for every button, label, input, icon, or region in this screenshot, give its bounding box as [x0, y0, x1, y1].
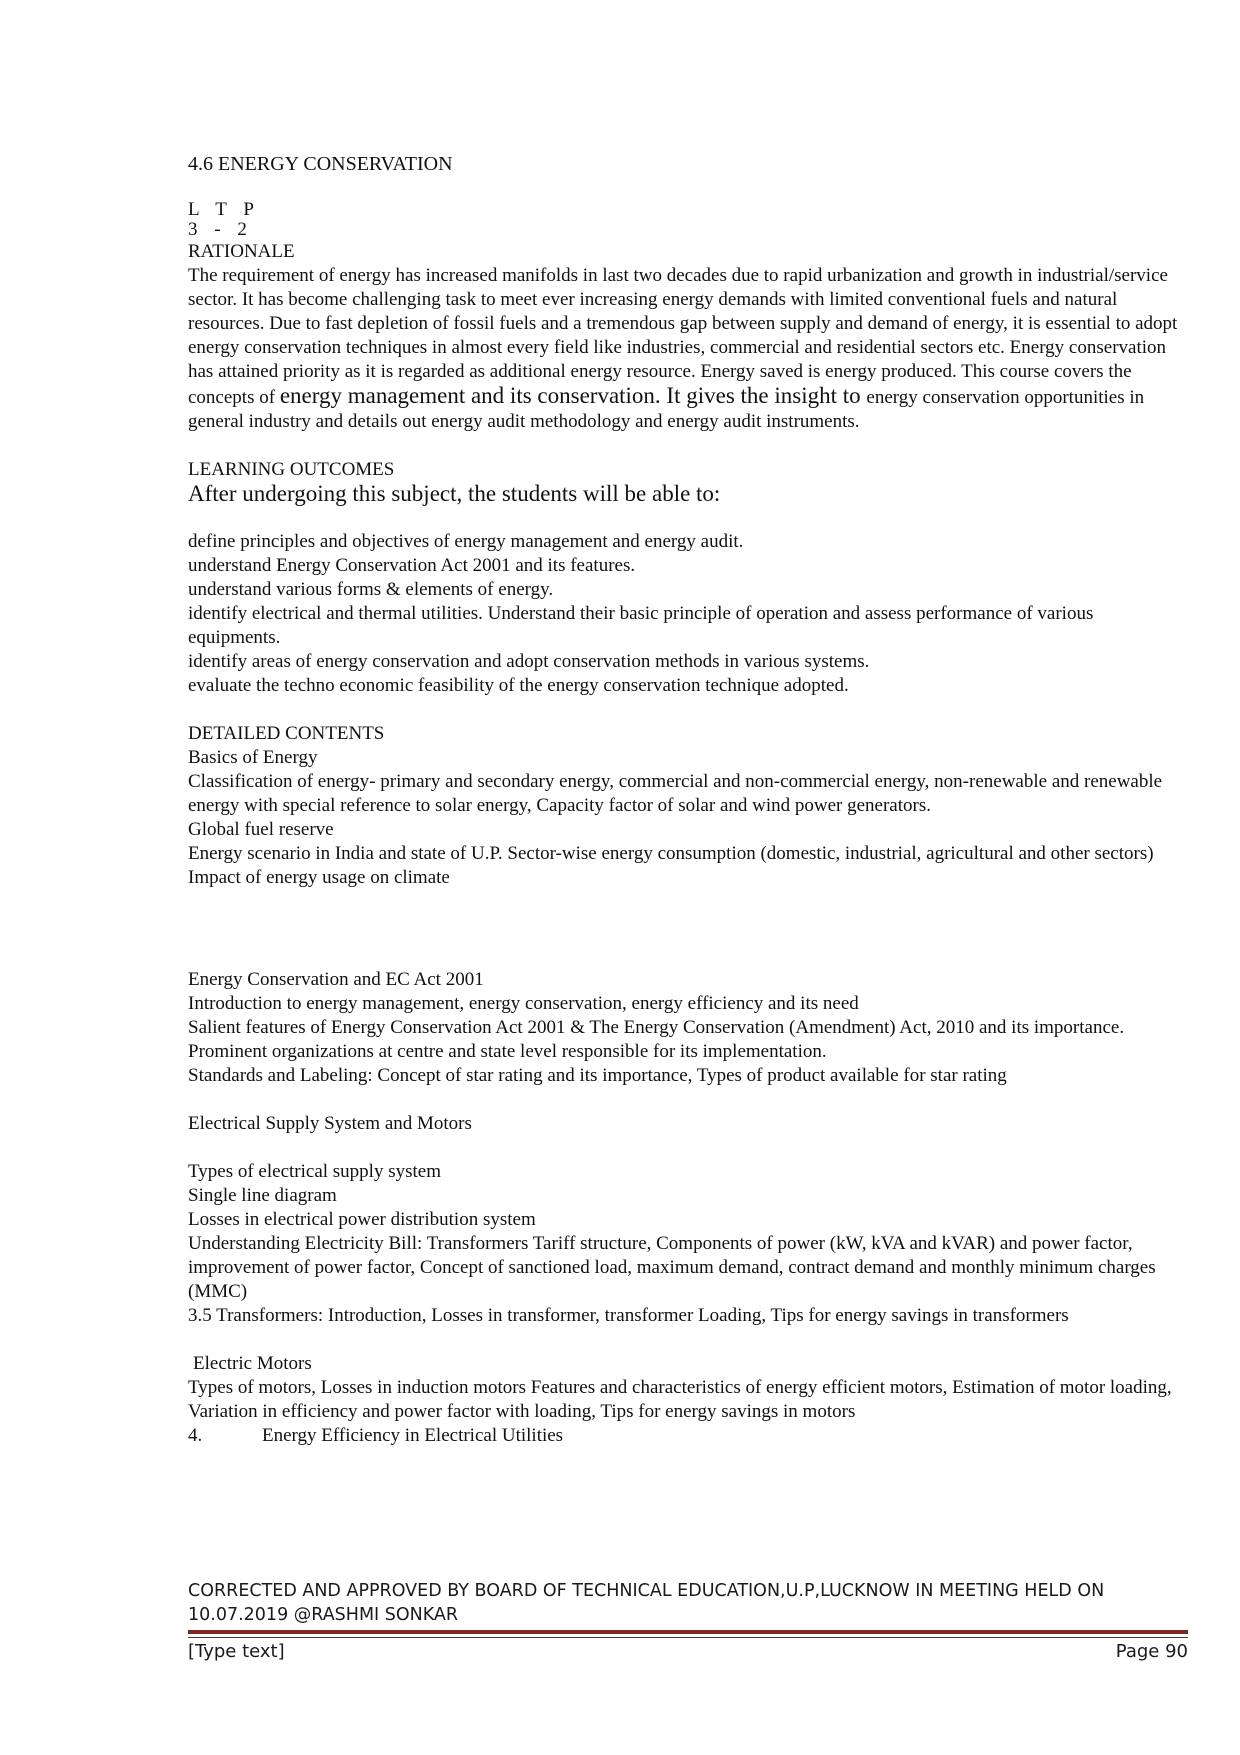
supply-line: Types of electrical supply system: [188, 1161, 441, 1182]
rationale-text-c: energy conservation opportunities in general industry and details out energy audit methodology and energy audit instruments.: [188, 387, 1145, 432]
page-number: Page 90: [1115, 1641, 1188, 1662]
rationale-paragraph: [188, 264, 1190, 434]
outcome-item: evaluate the techno economic feasibility of the energy conservation technique adopted.: [188, 675, 849, 696]
supply-line: 3.5 Transformers: Introduction, Losses in transformer, transformer Loading, Tips for energy savings in transformers: [188, 1305, 1069, 1326]
next-section-title: Energy Efficiency in Electrical Utilities: [262, 1425, 564, 1446]
outcomes-intro-small: students will be able to:: [501, 481, 721, 506]
ec-act-line: Standards and Labeling: Concept of star rating and its importance, Types of product available for star rating: [188, 1065, 1007, 1086]
section-title: 4.6 ENERGY CONSERVATION: [188, 153, 453, 175]
supply-heading: Electrical Supply System and Motors: [188, 1113, 472, 1134]
approval-note: CORRECTED AND APPROVED BY BOARD OF TECHNICAL EDUCATION,U.P,LUCKNOW IN MEETING HELD ON 10.07.2019 @RASHMI SONKAR: [188, 1581, 1105, 1625]
footer-left-text: [Type text]: [188, 1641, 285, 1662]
ec-act-line: Introduction to energy management, energy conservation, energy efficiency and its need: [188, 993, 859, 1014]
motors-text: Types of motors, Losses in induction motors Features and characteristics of energy efficient motors, Estimation of motor loading, Variation in efficiency and power factor with loading, Tips for energy savings in motors: [188, 1377, 1172, 1422]
rationale-text-a: The requirement of energy has increased manifolds in last two decades due to rapid urbanization and growth in industrial/service sector. It has become challenging task to meet ever increasing energy demands with limited conventional fuels and natural resources. Due to fast depletion of fossil fuels and a tremendous gap between supply and demand of energy, it is essential to adopt energy conservation techniques in almost every field like industries, commercial and residential sectors etc. Energy conservation has attained priority as it is regarded as additional energy resource. Energy saved is energy produced. This course covers the concepts of: [188, 265, 1178, 408]
basics-line: Classification of energy- primary and secondary energy, commercial and non-commercial energy, non-renewable and renewable energy with special reference to solar energy, Capacity factor of solar and wind power generators.: [188, 771, 1163, 816]
detailed-contents-heading: DETAILED CONTENTS: [188, 723, 385, 744]
next-section: [188, 1424, 1190, 1448]
outcome-item: define principles and objectives of energy management and energy audit.: [188, 531, 744, 552]
outcome-item: understand various forms & elements of energy.: [188, 579, 554, 600]
basics-line: Global fuel reserve: [188, 819, 334, 840]
learning-outcomes-heading: LEARNING OUTCOMES: [188, 459, 395, 480]
ltp-values: 3 - 2: [188, 219, 253, 240]
footer-rule: [188, 1630, 1188, 1634]
supply-line: Understanding Electricity Bill: Transformers Tariff structure, Components of power (kW, kVA and kVAR) and power factor, improvement of power factor, Concept of sanctioned load, maximum demand, contract demand and monthly minimum charges (MMC): [188, 1233, 1156, 1302]
page-body: [188, 152, 1190, 1448]
ltp-header: L T P: [188, 199, 260, 220]
motors-heading: Electric Motors: [193, 1353, 312, 1374]
next-section-number: 4.: [188, 1425, 203, 1446]
supply-line: Losses in electrical power distribution system: [188, 1209, 536, 1230]
outcomes-intro-big: After undergoing this subject, the: [188, 481, 502, 506]
outcome-item: identify areas of energy conservation and adopt conservation methods in various systems.: [188, 651, 870, 672]
basics-line: Impact of energy usage on climate: [188, 867, 450, 888]
outcome-item: identify electrical and thermal utilities. Understand their basic principle of operation and assess performance of various equipments.: [188, 603, 1094, 648]
rationale-heading: RATIONALE: [188, 241, 295, 262]
outcome-item: understand Energy Conservation Act 2001 and its features.: [188, 555, 636, 576]
rationale-text-b: energy management and its conservation. It gives the insight to: [279, 383, 867, 408]
supply-line: Single line diagram: [188, 1185, 337, 1206]
footer-rule-thin: [188, 1637, 1188, 1638]
basics-heading: Basics of Energy: [188, 747, 318, 768]
basics-line: Energy scenario in India and state of U.P. Sector-wise energy consumption (domestic, industrial, agricultural and other sectors): [188, 843, 1154, 864]
ec-act-heading: Energy Conservation and EC Act 2001: [188, 969, 484, 990]
ec-act-line: Salient features of Energy Conservation Act 2001 & The Energy Conservation (Amendment) Act, 2010 and its importance. Prominent organizations at centre and state level responsible for its implementation.: [188, 1017, 1125, 1062]
outcomes-intro: [188, 482, 1190, 506]
